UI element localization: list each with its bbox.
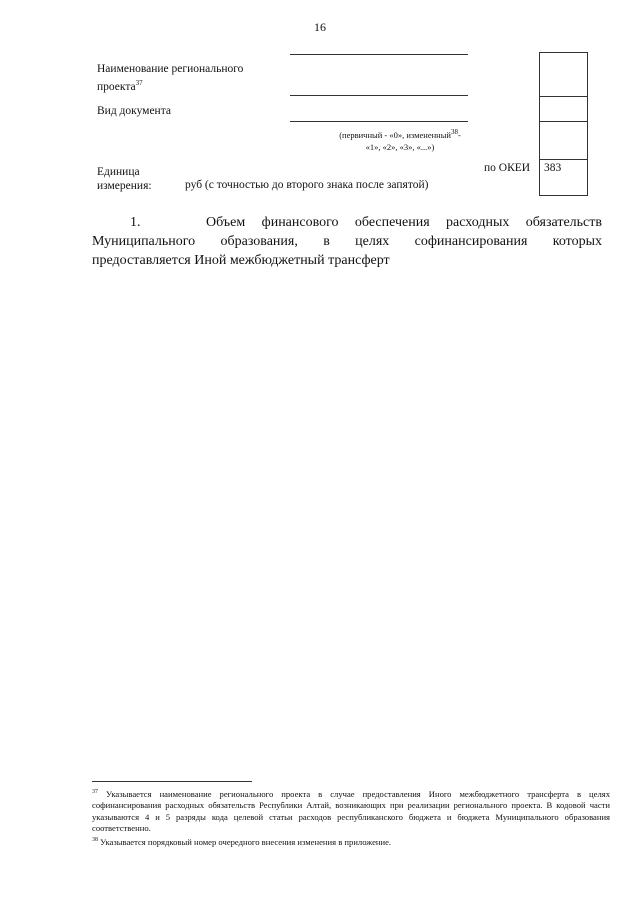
project-name-field[interactable]: [290, 95, 468, 96]
project-code-box[interactable]: [539, 52, 588, 97]
section-number: 1.: [130, 215, 141, 230]
section-line-1: [92, 213, 602, 232]
unit-label-line2: измерения:: [97, 180, 152, 192]
footnote-37-ref: 37: [92, 789, 98, 795]
doc-type-hint: [300, 126, 500, 153]
doc-type-hint-line1-end: -: [457, 129, 461, 140]
footnote-37: [92, 787, 610, 835]
okei-code-box: [539, 159, 588, 196]
footnote-37-text: Указывается наименование регионального проекта в случае предоставления Иного межбюджетного трансферта в целях софинансирования расходных обязательств Республики Алтай, возникающих при реализации регионального проекта. В кодовой части указываются 4 и 5 разряды кода целевой статьи расходов республиканского бюджета и бюджета Муниципального образования соответственно.: [92, 788, 610, 834]
project-label-line1: Наименование регионального: [97, 63, 244, 75]
section-heading: [92, 213, 602, 270]
footnotes: [92, 787, 610, 848]
project-label: [97, 62, 287, 94]
doc-type-hint-line2: «1», «2», «3», «...»): [365, 141, 435, 152]
doc-type-hint-line1: (первичный - «0», измененный: [339, 129, 451, 140]
section-line-3: предоставляется Иной межбюджетный трансферт: [92, 253, 390, 268]
project-label-line2: проекта: [97, 80, 136, 93]
okei-code: 383: [544, 162, 562, 174]
footnote-ref-37: 37: [135, 79, 143, 87]
section-line-1-text: Объем финансового обеспечения расходных обязательств: [206, 215, 602, 230]
unit-label-line1: Единица: [97, 166, 140, 178]
footnote-38-ref: 38: [92, 836, 98, 843]
spacer-code-box: [539, 121, 588, 160]
doc-type-label: Вид документа: [97, 105, 171, 117]
footnote-separator: [92, 781, 252, 782]
page-number: 16: [314, 20, 326, 34]
project-name-underline-top: [290, 54, 468, 55]
unit-value: руб (с точностью до второго знака после запятой): [185, 179, 429, 191]
unit-label: [97, 165, 152, 193]
doc-type-field[interactable]: [290, 121, 468, 122]
footnote-ref-38: 38: [450, 128, 458, 136]
okei-label: по ОКЕИ: [484, 162, 531, 174]
footnote-38-text: Указывается порядковый номер очередного внесения изменения в приложение.: [100, 836, 392, 847]
footnote-38: [92, 835, 610, 848]
doc-type-code-box[interactable]: [539, 95, 588, 122]
section-line-2: Муниципального образования, в целях софинансирования которых: [92, 234, 602, 249]
